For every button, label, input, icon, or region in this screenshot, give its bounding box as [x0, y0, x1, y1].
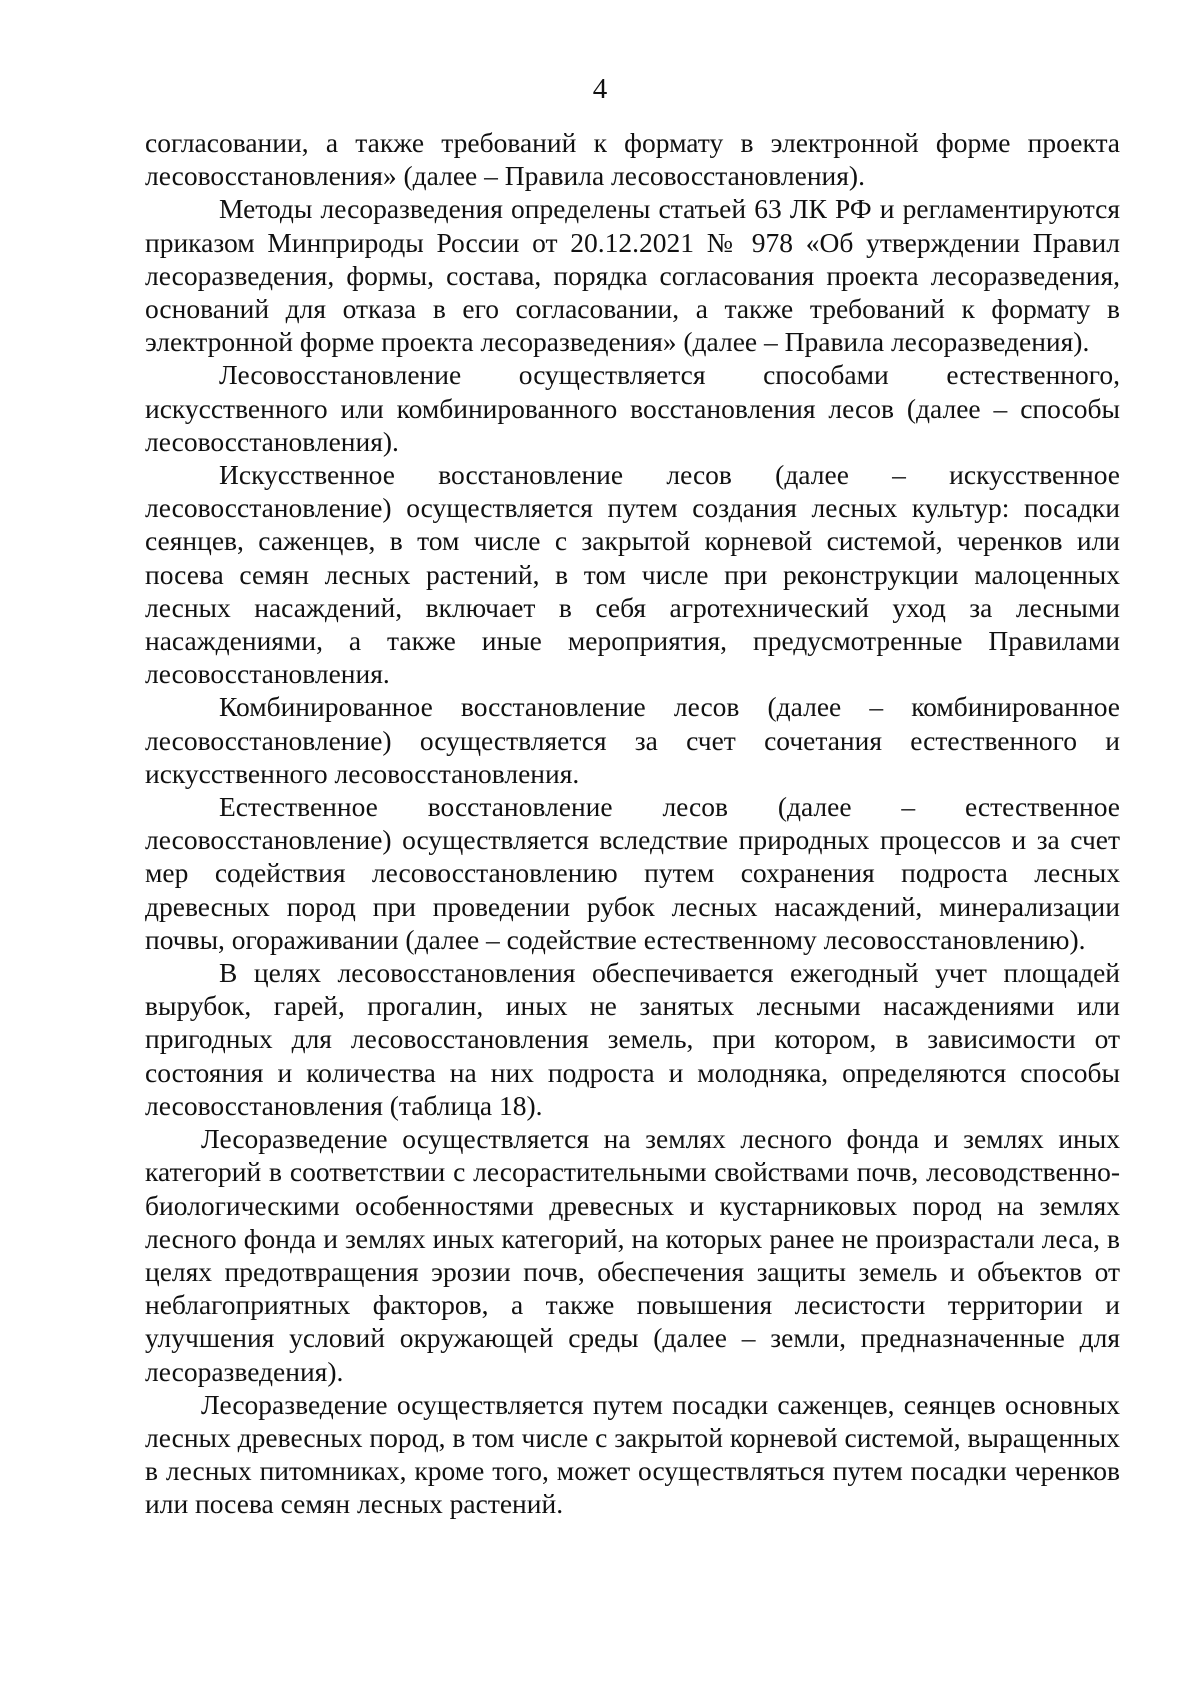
document-body: [145, 126, 1120, 1521]
page-number: 4: [592, 73, 608, 105]
paragraph-natural-reforestation: Естественное восстановление лесов (далее – естественное лесовосстановление) осуществляется вследствие природных процессов и за счет мер содействия лесовосстановлению путем сохранения подроста лесных древесных пород при проведении рубок лесных насаждений, минерализации почвы, огораживании (далее – содействие естественному лесовосстановлению).: [145, 791, 1120, 955]
paragraph-continuation: согласовании, а также требований к формату в электронной форме проекта лесовосстановления» (далее – Правила лесовосстановления).: [145, 127, 1120, 192]
paragraph-artificial-reforestation: Искусственное восстановление лесов (далее – искусственное лесовосстановление) осуществляется путем создания лесных культур: посадки сеянцев, саженцев, в том числе с закрытой корневой системой, черенков или посева семян лесных растений, в том числе при реконструкции малоценных лесных насаждений, включает в себя агротехнический уход за лесными насаждениями, а также иные мероприятия, предусмотренные Правилами лесовосстановления.: [145, 459, 1120, 690]
paragraph-annual-accounting: В целях лесовосстановления обеспечивается ежегодный учет площадей вырубок, гарей, прогалин, иных не занятых лесными насаждениями или пригодных для лесовосстановления земель, при котором, в зависимости от состояния и количества на них подроста и молодняка, определяются способы лесовосстановления (таблица 18).: [145, 957, 1120, 1121]
paragraph-afforestation-lands: Лесоразведение осуществляется на землях лесного фонда и землях иных категорий в соответствии с лесорастительными свойствами почв, лесоводственно-биологическими особенностями древесных и кустарниковых пород на землях лесного фонда и землях иных категорий, на которых ранее не произрастали леса, в целях предотвращения эрозии почв, обеспечения защиты земель и объектов от неблагоприятных факторов, а также повышения лесистости территории и улучшения условий окружающей среды (далее – земли, предназначенные для лесоразведения).: [145, 1123, 1120, 1387]
paragraph-reforestation-methods: Лесовосстановление осуществляется способами естественного, искусственного или комбинированного восстановления лесов (далее – способы лесовосстановления).: [145, 359, 1120, 457]
paragraph-afforestation-planting: Лесоразведение осуществляется путем посадки саженцев, сеянцев основных лесных древесных пород, в том числе с закрытой корневой системой, выращенных в лесных питомниках, кроме того, может осуществляться путем посадки черенков или посева семян лесных растений.: [145, 1388, 1120, 1520]
paragraph-afforestation-methods: Методы лесоразведения определены статьей 63 ЛК РФ и регламентируются приказом Минприроды России от 20.12.2021 № 978 «Об утверждении Правил лесоразведения, формы, состава, порядка согласования проекта лесоразведения, оснований для отказа в его согласовании, а также требований к формату в электронной форме проекта лесоразведения» (далее – Правила лесоразведения).: [145, 193, 1120, 358]
paragraph-combined-reforestation: Комбинированное восстановление лесов (далее – комбинированное лесовосстановление) осуществляется за счет сочетания естественного и искусственного лесовосстановления.: [145, 691, 1120, 789]
